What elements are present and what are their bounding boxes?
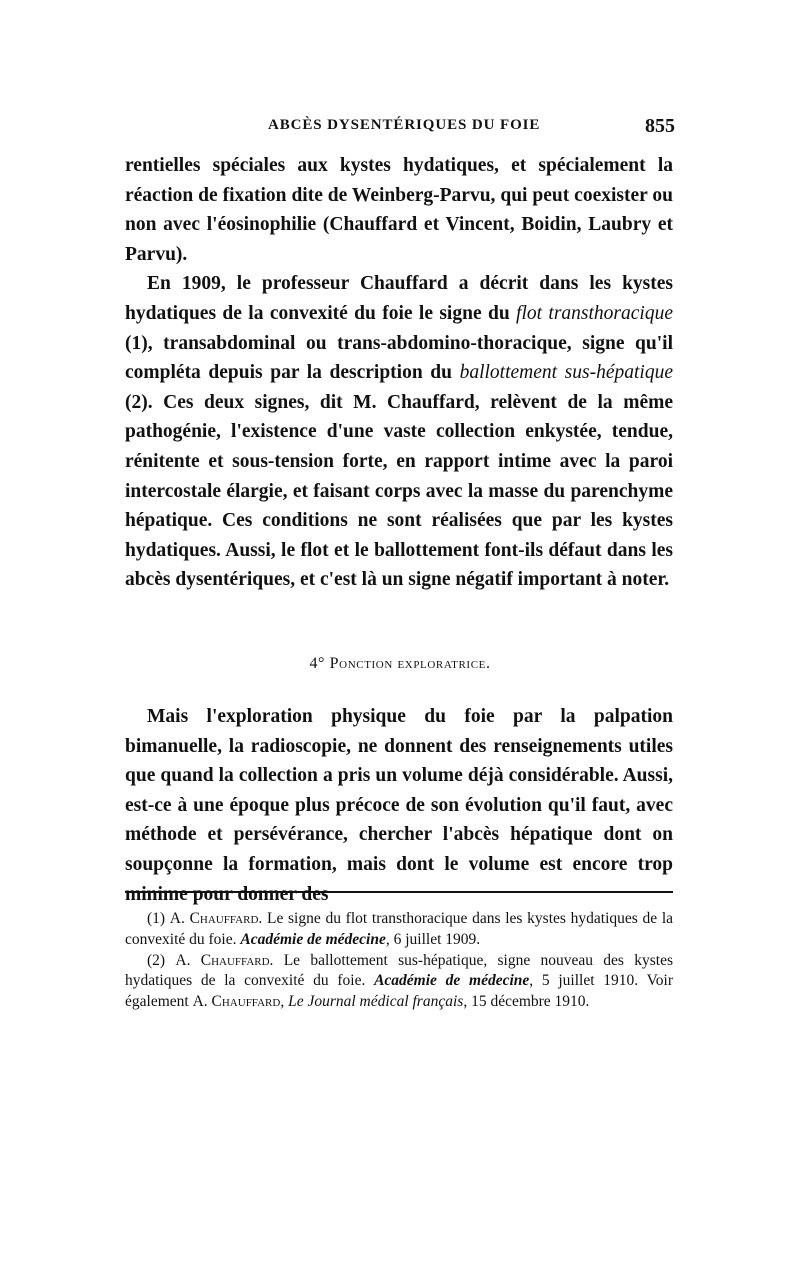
- body-text-continued: [125, 702, 673, 909]
- paragraph-1: rentielles spéciales aux kystes hydatiques, et spécialement la réaction de fixation dite de Weinberg-Parvu, qui peut coexister ou non avec l'éosinophilie (Chauffard et Vincent, Boidin, Laubry et Parvu).: [125, 155, 673, 265]
- section-title: Ponction exploratrice.: [329, 655, 491, 672]
- footnote-2: [125, 951, 673, 1013]
- footnote-1-date: , 6 juillet 1909.: [385, 930, 481, 948]
- footnote-2-marker: (2): [147, 951, 166, 969]
- footnote-divider: [125, 891, 673, 893]
- term-ballottement-sus-hepatique: ballottement sus-hépatique: [459, 362, 673, 384]
- footnote-1-marker: (1): [147, 910, 166, 927]
- section-heading: [125, 655, 675, 673]
- page-number: 855: [645, 115, 675, 137]
- footnote-2-date-2: , 15 décembre 1910.: [463, 993, 590, 1011]
- footnote-2-journal: Académie de médecine: [374, 972, 530, 990]
- footnote-1-journal: Académie de médecine: [240, 930, 386, 948]
- section-number: 4°: [309, 655, 326, 672]
- body-text: [125, 151, 673, 595]
- term-flot-transthoracique: flot transthoracique: [516, 302, 673, 324]
- footnote-1-text: Le signe du flot transthoracique dans les kystes hydatiques de la convexité du foie.: [125, 910, 674, 948]
- footnote-1: [125, 909, 673, 951]
- paragraph-2-text-c: (2). Ces deux signes, dit M. Chauffard, relèvent de la même pathogénie, l'existence d'une vaste collection enkystée, tendue, rénitente et sous-tension forte, en rapport intime avec la paroi intercostale élargie, et faisant corps avec la masse du parenchyme hépatique. Ces conditions ne sont réalisées que par les kystes hydatiques. Aussi, le flot et le ballottement font-ils défaut dans les abcès dysentériques, et c'est là un signe négatif important à noter.: [125, 391, 673, 591]
- footnote-2-author-2: A. Chauffard: [192, 993, 281, 1011]
- running-title: ABCÈS DYSENTÉRIQUES DU FOIE: [268, 117, 541, 133]
- paragraph-3: Mais l'exploration physique du foie par la palpation bimanuelle, la radioscopie, ne donnent des renseignements utiles que quand la collection a pris un volume déjà considérable. Aussi, est-ce à une époque plus précoce de son évolution qu'il faut, avec méthode et persévérance, chercher l'abcès hépatique dont on soupçonne la formation, mais dont le volume est encore trop minime pour donner des: [125, 706, 673, 905]
- footnote-1-author: A. Chauffard.: [169, 910, 263, 927]
- footnote-2-date: , 5 juillet 1910. Voir également: [125, 972, 673, 1011]
- paragraph-2-text-a: En 1909, le professeur Chauffard a décrit dans les kystes hydatiques de la convexité du foie le signe du: [125, 273, 673, 324]
- footnotes: [125, 909, 673, 1013]
- running-head: [125, 117, 675, 141]
- footnote-2-text: Le ballottement sus-hépatique, signe nouveau des kystes hydatiques de la convexité du foie.: [125, 951, 673, 990]
- paragraph-2: [125, 269, 673, 595]
- footnote-2-journal-2: Le Journal médical français: [288, 993, 464, 1011]
- footnote-2-author: A. Chauffard.: [175, 951, 274, 969]
- paragraph-2-text-b: (1), transabdominal ou trans-abdomino-thoracique, signe qu'il compléta depuis par la description du: [125, 332, 673, 384]
- footnote-2-separator: ,: [280, 993, 289, 1011]
